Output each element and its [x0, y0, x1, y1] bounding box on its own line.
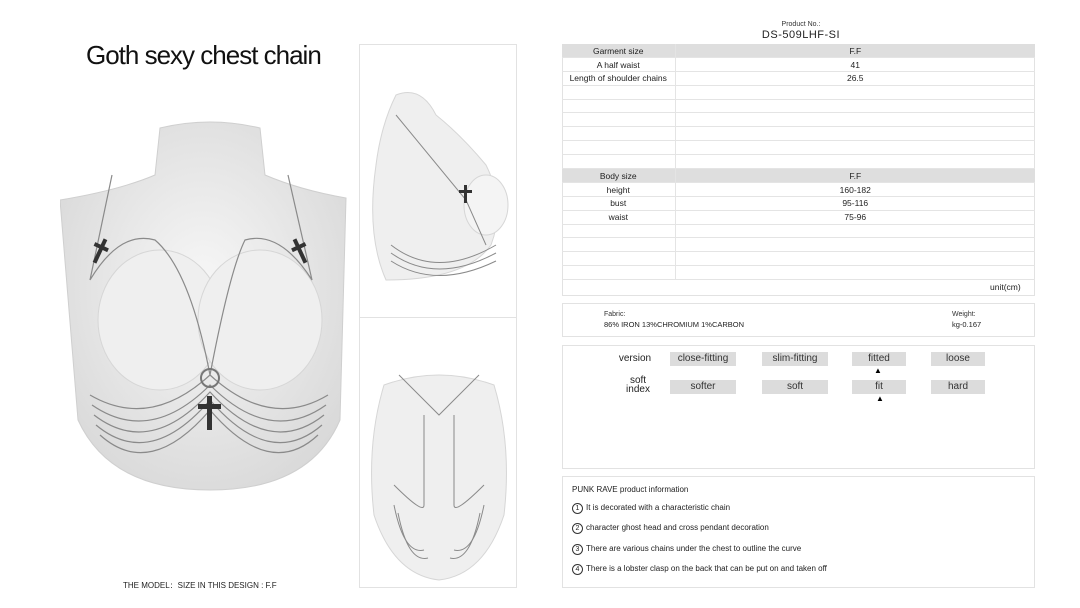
table-cell: 160-182: [675, 183, 1035, 197]
version-option: close-fitting: [670, 352, 736, 366]
unit-label: unit(cm): [990, 282, 1021, 292]
product-info-panel: [562, 476, 1035, 588]
table-row: [562, 183, 1035, 197]
table-cell: [675, 266, 1035, 280]
table-cell: waist: [562, 210, 675, 224]
soft-index-label-line: index: [626, 384, 650, 395]
table-cell: [675, 238, 1035, 252]
soft-option-selected: fit: [852, 380, 906, 394]
info-item-text: character ghost head and cross pendant decoration: [586, 523, 769, 532]
table-cell: bust: [562, 197, 675, 211]
table-cell: [562, 238, 675, 252]
info-item-number: 4: [572, 564, 583, 575]
fabric-label: Fabric:: [604, 311, 626, 318]
table-cell: [675, 154, 1035, 168]
table-cell: 26.5: [675, 72, 1035, 86]
version-option-selected: fitted: [852, 352, 906, 366]
table-row: [562, 210, 1035, 224]
info-item: [572, 564, 827, 575]
table-cell: [562, 252, 675, 266]
table-row: [562, 85, 1035, 99]
body-size-table: [562, 169, 1035, 280]
table-cell: [562, 154, 675, 168]
table-cell: [675, 113, 1035, 127]
info-item-text: There are various chains under the chest to outline the curve: [586, 544, 802, 553]
table-cell: [562, 127, 675, 141]
table-row: [562, 141, 1035, 155]
soft-option: softer: [670, 380, 736, 394]
back-view-photo: [364, 355, 514, 585]
garment-size-table: [562, 44, 1035, 169]
table-row: [562, 154, 1035, 168]
table-cell: A half waist: [562, 58, 675, 72]
table-cell: 41: [675, 58, 1035, 72]
product-title: Goth sexy chest chain: [86, 40, 321, 70]
table-row: [562, 266, 1035, 280]
product-number-label: Product No.:: [781, 21, 821, 28]
version-selected-marker-icon: ▲: [874, 366, 882, 375]
table-header-cell: Body size: [562, 169, 675, 183]
table-row: [562, 197, 1035, 211]
table-cell: 95-116: [675, 197, 1035, 211]
table-row: [562, 113, 1035, 127]
soft-selected-marker-icon: ▲: [876, 394, 884, 403]
table-header-row: [562, 44, 1035, 58]
table-cell: [562, 224, 675, 238]
fit-chart-panel: [562, 345, 1035, 469]
side-view-photo: [366, 85, 512, 285]
info-item: [572, 503, 730, 514]
table-cell: [562, 99, 675, 113]
table-row: [562, 252, 1035, 266]
version-label: version: [618, 353, 652, 364]
table-cell: [562, 113, 675, 127]
info-item-number: 1: [572, 503, 583, 514]
model-size-note: THE MODEL：SIZE IN THIS DESIGN : F.F: [123, 581, 277, 590]
weight-label: Weight:: [952, 311, 976, 318]
fabric-panel: [562, 303, 1035, 337]
table-cell: [675, 141, 1035, 155]
weight-value: kg-0.167: [952, 320, 982, 329]
info-item-number: 3: [572, 544, 583, 555]
table-cell: [562, 141, 675, 155]
table-header-cell: F.F: [675, 169, 1035, 183]
table-cell: [675, 99, 1035, 113]
soft-option: hard: [931, 380, 985, 394]
table-cell: [675, 127, 1035, 141]
fabric-value: 86% IRON 13%CHROMIUM 1%CARBON: [604, 320, 745, 329]
photo-divider: [360, 317, 516, 318]
info-item: [572, 523, 769, 534]
soft-index-label-line: soft: [629, 375, 647, 386]
info-item: [572, 544, 801, 555]
version-option: loose: [931, 352, 985, 366]
detail-photo-frame: [359, 44, 517, 588]
table-cell: 75-96: [675, 210, 1035, 224]
table-cell: [675, 85, 1035, 99]
info-title: PUNK RAVE product information: [572, 485, 689, 494]
table-cell: [675, 252, 1035, 266]
table-cell: Length of shoulder chains: [562, 72, 675, 86]
table-cell: height: [562, 183, 675, 197]
table-cell: [562, 85, 675, 99]
info-item-text: There is a lobster clasp on the back that can be put on and taken off: [586, 564, 827, 573]
info-item-text: It is decorated with a characteristic chain: [586, 503, 731, 512]
table-row: [562, 238, 1035, 252]
table-header-cell: F.F: [675, 44, 1035, 58]
soft-option: soft: [762, 380, 828, 394]
table-row: [562, 224, 1035, 238]
info-item-number: 2: [572, 523, 583, 534]
table-header-cell: Garment size: [562, 44, 675, 58]
soft-index-label: [613, 376, 663, 394]
table-row: [562, 127, 1035, 141]
table-cell: [562, 266, 675, 280]
table-row: [562, 99, 1035, 113]
table-header-row: [562, 169, 1035, 183]
table-row: [562, 72, 1035, 86]
front-product-photo: [60, 120, 360, 500]
table-cell: [675, 224, 1035, 238]
product-number: DS-509LHF-SI: [761, 29, 841, 41]
version-option: slim-fitting: [762, 352, 828, 366]
table-row: [562, 58, 1035, 72]
